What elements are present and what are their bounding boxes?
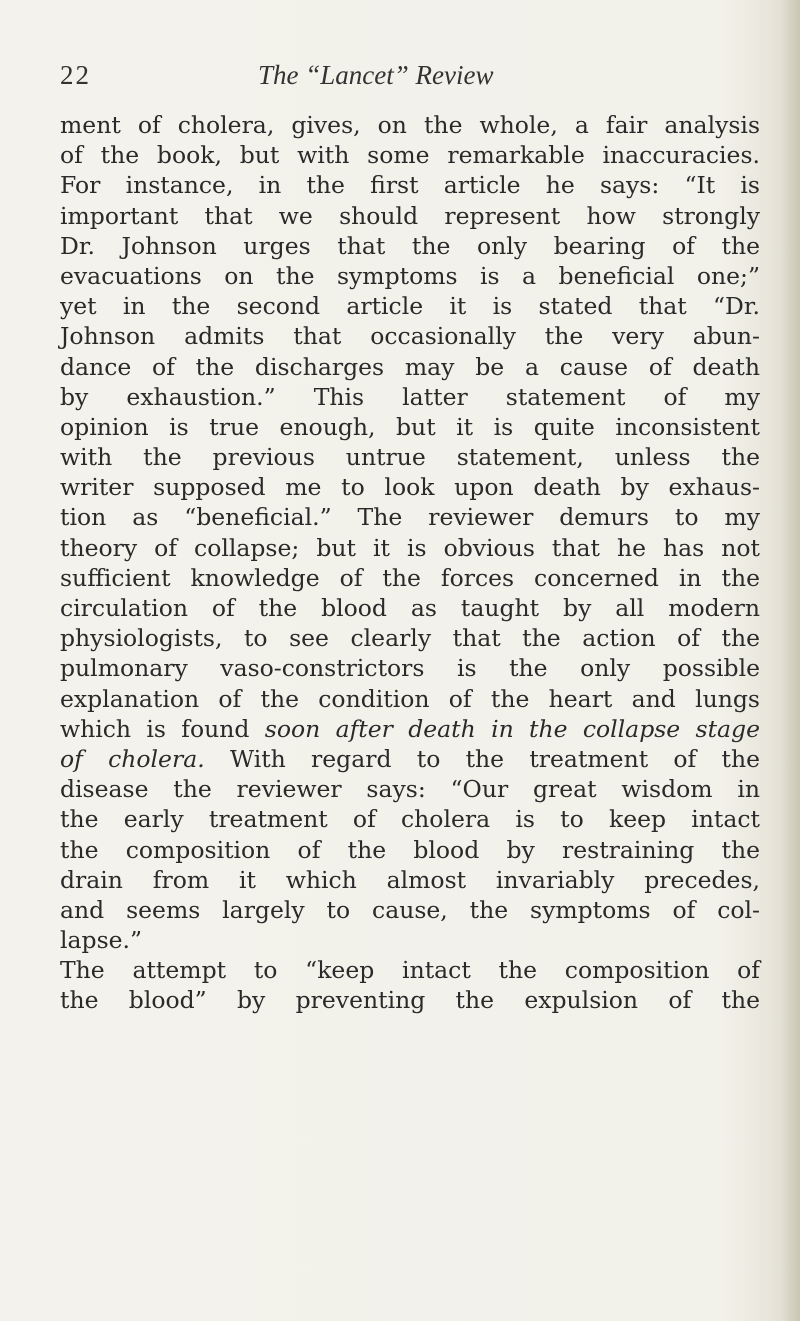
- text-line: Dr. Johnson urges that the only bearing of the: [60, 231, 760, 260]
- italic-phrase: of cholera.: [60, 744, 205, 773]
- text-line: lapse.”: [60, 926, 143, 955]
- text-line: of the book, but with some remarkable inaccuracies.: [60, 141, 760, 170]
- text-line-mixed: [60, 714, 760, 744]
- text-line: dance of the discharges may be a cause of death: [60, 352, 760, 381]
- text-line: by exhaustion.” This latter statement of my: [60, 382, 760, 411]
- page-number: 22: [60, 60, 91, 90]
- italic-phrase: soon after death in the collapse stage: [264, 714, 760, 743]
- body-text: [60, 110, 760, 1016]
- text-line-mixed: [60, 744, 760, 774]
- text-line: the early treatment of cholera is to keep intact: [60, 805, 760, 834]
- text-line: The attempt to “keep intact the composition of: [60, 956, 760, 985]
- text-line: with the previous untrue statement, unless the: [60, 443, 760, 472]
- running-title: The “Lancet” Review: [258, 60, 494, 90]
- text-line: evacuations on the symptoms is a beneficial one;”: [60, 261, 760, 290]
- text-segment: which is found: [60, 714, 250, 743]
- text-line: tion as “beneficial.” The reviewer demurs to my: [60, 503, 760, 532]
- text-line: important that we should represent how strongly: [60, 201, 760, 230]
- text-line: drain from it which almost invariably precedes,: [60, 865, 760, 894]
- page-header: [60, 60, 750, 100]
- page-edge-shadow: [782, 0, 800, 1321]
- text-line: ment of cholera, gives, on the whole, a fair analysis: [60, 111, 760, 139]
- text-line: explanation of the condition of the heart and lungs: [60, 684, 760, 713]
- text-line: and seems largely to cause, the symptoms of col-: [60, 895, 760, 924]
- text-line: circulation of the blood as taught by all modern: [60, 594, 760, 622]
- text-line: theory of collapse; but it is obvious that he has not: [60, 533, 760, 562]
- text-line: pulmonary vaso-constrictors is the only possible: [60, 654, 760, 683]
- text-line: the composition of the blood by restraining the: [60, 835, 760, 864]
- text-line: writer supposed me to look upon death by exhaus-: [60, 473, 760, 502]
- text-line: physiologists, to see clearly that the action of the: [60, 624, 760, 653]
- text-line: For instance, in the first article he says: “It is: [60, 171, 760, 200]
- text-line: sufficient knowledge of the forces concerned in the: [60, 563, 760, 592]
- text-line: yet in the second article it is stated that “Dr.: [60, 292, 760, 321]
- text-line: disease the reviewer says: “Our great wisdom in: [60, 775, 760, 804]
- text-line: the blood” by preventing the expulsion of the: [60, 986, 760, 1015]
- text-line: Johnson admits that occasionally the very abun-: [60, 322, 760, 351]
- text-segment: With regard to the treatment of the: [229, 744, 760, 773]
- text-line: opinion is true enough, but it is quite inconsistent: [60, 412, 760, 441]
